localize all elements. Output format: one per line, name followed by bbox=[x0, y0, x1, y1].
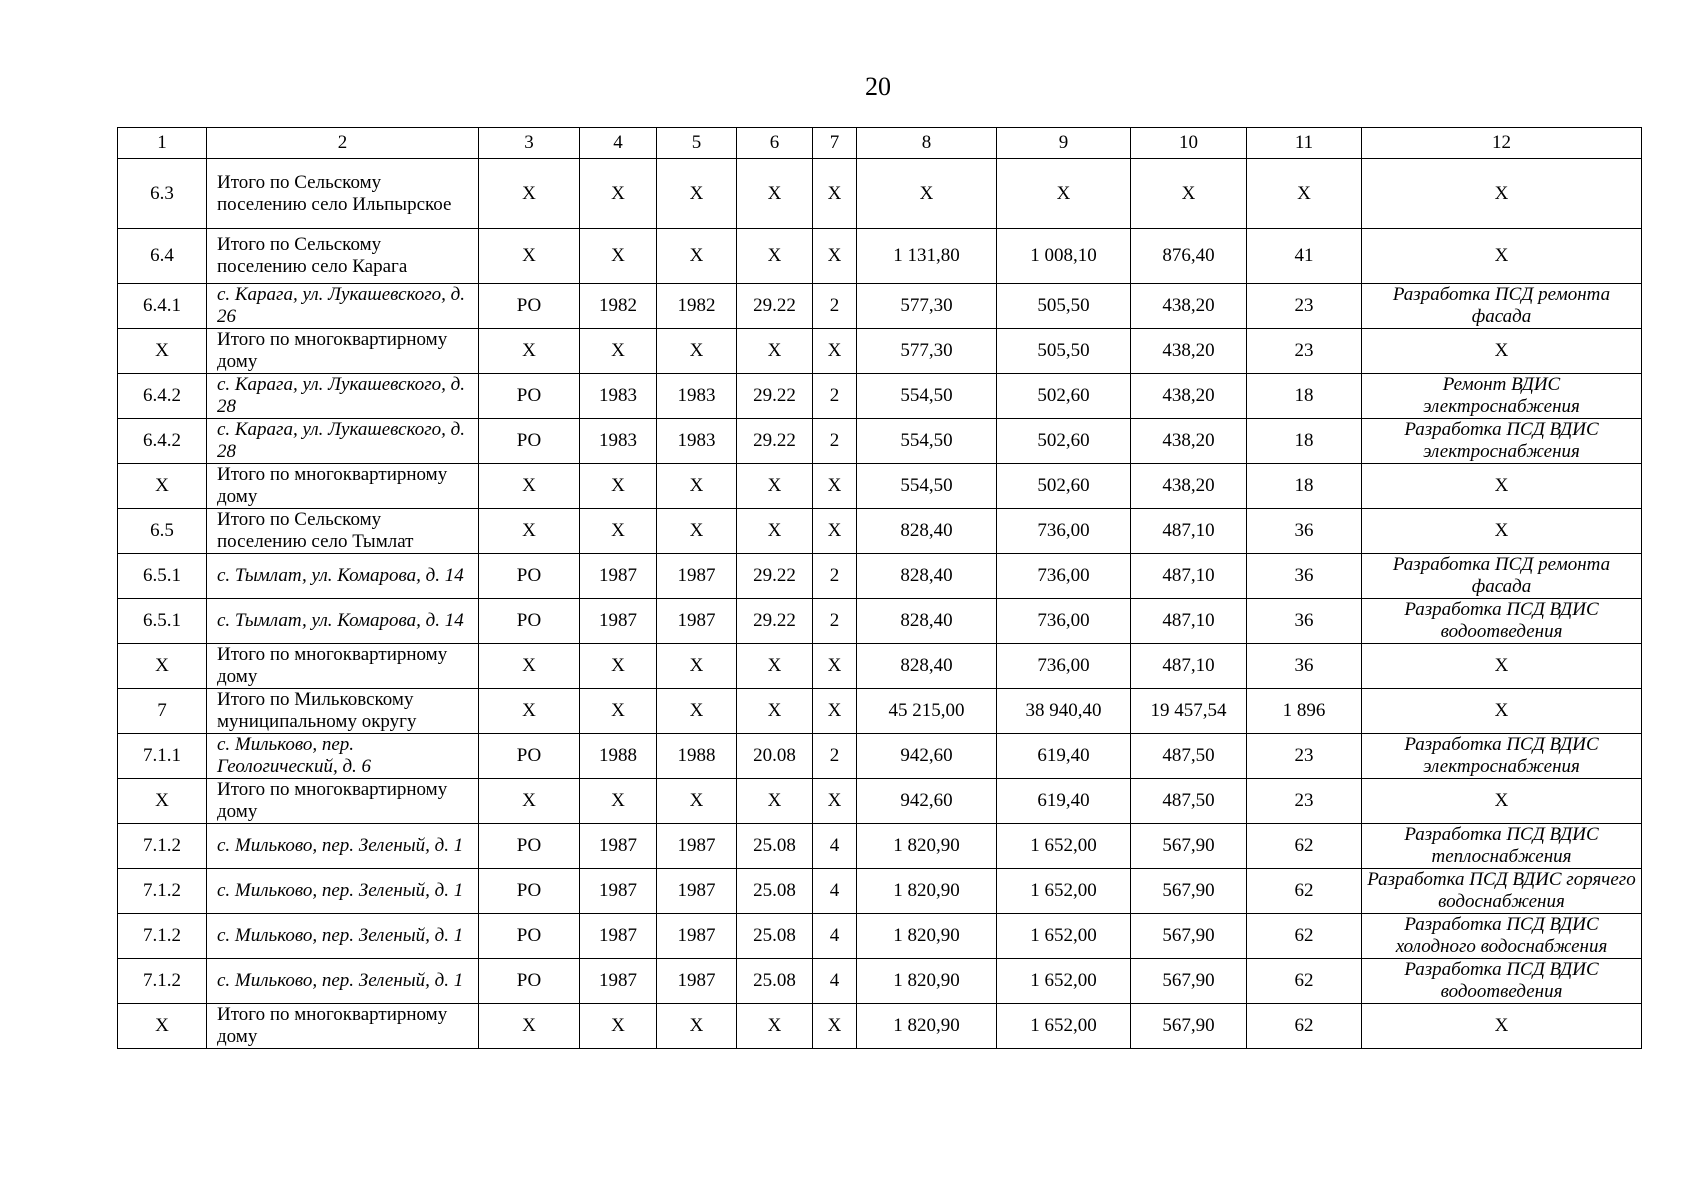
year-built-cell: 1983 bbox=[580, 419, 657, 464]
table-row-subtotal bbox=[118, 509, 1642, 554]
floors-cell: 2 bbox=[813, 599, 857, 644]
floors-cell: Х bbox=[813, 779, 857, 824]
header-cell: 10 bbox=[1131, 128, 1247, 159]
norm-code-cell: Х bbox=[737, 329, 813, 374]
year-commissioned-cell: Х bbox=[657, 779, 737, 824]
row-number-cell: 6.5 bbox=[118, 509, 207, 554]
norm-code-cell: Х bbox=[737, 779, 813, 824]
residents-count-cell: 18 bbox=[1247, 464, 1362, 509]
residents-count-cell: 18 bbox=[1247, 419, 1362, 464]
year-built-cell: 1987 bbox=[580, 959, 657, 1004]
table-row-subtotal bbox=[118, 689, 1642, 734]
header-cell: 2 bbox=[207, 128, 479, 159]
row-number-cell: 6.3 bbox=[118, 159, 207, 229]
floors-cell: Х bbox=[813, 464, 857, 509]
year-built-cell: Х bbox=[580, 779, 657, 824]
total-area-cell: 1 820,90 bbox=[857, 824, 997, 869]
year-commissioned-cell: 1982 bbox=[657, 284, 737, 329]
norm-code-cell: Х bbox=[737, 464, 813, 509]
residential-premises-area-cell: 487,50 bbox=[1131, 779, 1247, 824]
norm-code-cell: 29.22 bbox=[737, 374, 813, 419]
residents-count-cell: 36 bbox=[1247, 599, 1362, 644]
year-commissioned-cell: Х bbox=[657, 229, 737, 284]
header-cell: 4 bbox=[580, 128, 657, 159]
address-or-name-cell: с. Мильково, пер. Зеленый, д. 1 bbox=[207, 959, 479, 1004]
floors-cell: Х bbox=[813, 644, 857, 689]
year-built-cell: 1988 bbox=[580, 734, 657, 779]
table-row-subtotal bbox=[118, 644, 1642, 689]
wall-material-cell: РО bbox=[479, 284, 580, 329]
wall-material-cell: РО bbox=[479, 419, 580, 464]
living-area-cell: 502,60 bbox=[997, 419, 1131, 464]
address-or-name-cell: Итого по Сельскому поселению село Ильпырское bbox=[207, 159, 479, 229]
address-or-name-cell: с. Карага, ул. Лукашевского, д. 28 bbox=[207, 419, 479, 464]
year-built-cell: 1982 bbox=[580, 284, 657, 329]
residents-count-cell: 62 bbox=[1247, 869, 1362, 914]
header-cell: 11 bbox=[1247, 128, 1362, 159]
living-area-cell: 619,40 bbox=[997, 779, 1131, 824]
table-row-subtotal bbox=[118, 159, 1642, 229]
work-type-cell: Разработка ПСД ВДИС электроснабжения bbox=[1362, 419, 1642, 464]
year-commissioned-cell: 1987 bbox=[657, 824, 737, 869]
wall-material-cell: РО bbox=[479, 734, 580, 779]
header-cell: 9 bbox=[997, 128, 1131, 159]
year-commissioned-cell: 1987 bbox=[657, 959, 737, 1004]
table-row bbox=[118, 374, 1642, 419]
floors-cell: Х bbox=[813, 689, 857, 734]
year-built-cell: 1987 bbox=[580, 599, 657, 644]
living-area-cell: 736,00 bbox=[997, 599, 1131, 644]
living-area-cell: 736,00 bbox=[997, 509, 1131, 554]
residents-count-cell: 62 bbox=[1247, 824, 1362, 869]
floors-cell: 4 bbox=[813, 914, 857, 959]
page-number: 20 bbox=[865, 72, 891, 101]
table-row-subtotal bbox=[118, 779, 1642, 824]
living-area-cell: 1 652,00 bbox=[997, 869, 1131, 914]
norm-code-cell: 25.08 bbox=[737, 824, 813, 869]
row-number-cell: Х bbox=[118, 779, 207, 824]
total-area-cell: 554,50 bbox=[857, 419, 997, 464]
residents-count-cell: 23 bbox=[1247, 779, 1362, 824]
residential-premises-area-cell: 487,10 bbox=[1131, 509, 1247, 554]
residential-premises-area-cell: Х bbox=[1131, 159, 1247, 229]
living-area-cell: 1 008,10 bbox=[997, 229, 1131, 284]
living-area-cell: 736,00 bbox=[997, 554, 1131, 599]
table-row bbox=[118, 914, 1642, 959]
residential-premises-area-cell: 438,20 bbox=[1131, 464, 1247, 509]
floors-cell: 2 bbox=[813, 284, 857, 329]
year-commissioned-cell: 1987 bbox=[657, 914, 737, 959]
wall-material-cell: Х bbox=[479, 464, 580, 509]
wall-material-cell: Х bbox=[479, 779, 580, 824]
work-type-cell: Х bbox=[1362, 464, 1642, 509]
residents-count-cell: 1 896 bbox=[1247, 689, 1362, 734]
floors-cell: 2 bbox=[813, 374, 857, 419]
total-area-cell: 828,40 bbox=[857, 644, 997, 689]
work-type-cell: Разработка ПСД ВДИС водоотведения bbox=[1362, 599, 1642, 644]
year-built-cell: Х bbox=[580, 464, 657, 509]
residential-premises-area-cell: 438,20 bbox=[1131, 419, 1247, 464]
year-built-cell: Х bbox=[580, 229, 657, 284]
row-number-cell: 6.5.1 bbox=[118, 554, 207, 599]
residential-premises-area-cell: 438,20 bbox=[1131, 374, 1247, 419]
residents-count-cell: 62 bbox=[1247, 914, 1362, 959]
year-built-cell: Х bbox=[580, 509, 657, 554]
header-cell: 6 bbox=[737, 128, 813, 159]
year-built-cell: 1987 bbox=[580, 824, 657, 869]
year-commissioned-cell: Х bbox=[657, 1004, 737, 1049]
work-type-cell: Разработка ПСД ВДИС холодного водоснабжения bbox=[1362, 914, 1642, 959]
norm-code-cell: 25.08 bbox=[737, 914, 813, 959]
address-or-name-cell: Итого по многоквартирному дому bbox=[207, 779, 479, 824]
residential-premises-area-cell: 438,20 bbox=[1131, 284, 1247, 329]
work-type-cell: Х bbox=[1362, 159, 1642, 229]
floors-cell: 2 bbox=[813, 554, 857, 599]
norm-code-cell: 20.08 bbox=[737, 734, 813, 779]
wall-material-cell: РО bbox=[479, 599, 580, 644]
norm-code-cell: 25.08 bbox=[737, 869, 813, 914]
wall-material-cell: Х bbox=[479, 329, 580, 374]
norm-code-cell: Х bbox=[737, 644, 813, 689]
row-number-cell: 7.1.1 bbox=[118, 734, 207, 779]
table-header-row bbox=[118, 128, 1642, 159]
total-area-cell: 828,40 bbox=[857, 554, 997, 599]
housing-program-table bbox=[117, 127, 1642, 1049]
year-commissioned-cell: 1987 bbox=[657, 599, 737, 644]
year-commissioned-cell: 1983 bbox=[657, 419, 737, 464]
row-number-cell: Х bbox=[118, 1004, 207, 1049]
wall-material-cell: Х bbox=[479, 159, 580, 229]
address-or-name-cell: Итого по многоквартирному дому bbox=[207, 464, 479, 509]
work-type-cell: Х bbox=[1362, 779, 1642, 824]
living-area-cell: 1 652,00 bbox=[997, 824, 1131, 869]
residents-count-cell: 62 bbox=[1247, 1004, 1362, 1049]
residents-count-cell: Х bbox=[1247, 159, 1362, 229]
wall-material-cell: Х bbox=[479, 689, 580, 734]
norm-code-cell: Х bbox=[737, 159, 813, 229]
residents-count-cell: 62 bbox=[1247, 959, 1362, 1004]
year-built-cell: Х bbox=[580, 329, 657, 374]
wall-material-cell: РО bbox=[479, 374, 580, 419]
wall-material-cell: РО bbox=[479, 869, 580, 914]
work-type-cell: Разработка ПСД ВДИС электроснабжения bbox=[1362, 734, 1642, 779]
norm-code-cell: 29.22 bbox=[737, 419, 813, 464]
header-cell: 3 bbox=[479, 128, 580, 159]
residential-premises-area-cell: 567,90 bbox=[1131, 959, 1247, 1004]
total-area-cell: 554,50 bbox=[857, 374, 997, 419]
residential-premises-area-cell: 567,90 bbox=[1131, 869, 1247, 914]
total-area-cell: Х bbox=[857, 159, 997, 229]
work-type-cell: Х bbox=[1362, 1004, 1642, 1049]
total-area-cell: 828,40 bbox=[857, 509, 997, 554]
row-number-cell: 6.4.2 bbox=[118, 374, 207, 419]
total-area-cell: 45 215,00 bbox=[857, 689, 997, 734]
table-row-subtotal bbox=[118, 329, 1642, 374]
table-row-subtotal bbox=[118, 229, 1642, 284]
living-area-cell: 505,50 bbox=[997, 284, 1131, 329]
address-or-name-cell: с. Карага, ул. Лукашевского, д. 26 bbox=[207, 284, 479, 329]
living-area-cell: 619,40 bbox=[997, 734, 1131, 779]
wall-material-cell: РО bbox=[479, 914, 580, 959]
table-row bbox=[118, 554, 1642, 599]
residents-count-cell: 23 bbox=[1247, 734, 1362, 779]
work-type-cell: Разработка ПСД ремонта фасада bbox=[1362, 284, 1642, 329]
norm-code-cell: Х bbox=[737, 689, 813, 734]
norm-code-cell: 29.22 bbox=[737, 599, 813, 644]
residents-count-cell: 18 bbox=[1247, 374, 1362, 419]
row-number-cell: 6.4.2 bbox=[118, 419, 207, 464]
floors-cell: Х bbox=[813, 159, 857, 229]
table-row bbox=[118, 959, 1642, 1004]
table-row bbox=[118, 599, 1642, 644]
norm-code-cell: 29.22 bbox=[737, 554, 813, 599]
residential-premises-area-cell: 567,90 bbox=[1131, 824, 1247, 869]
wall-material-cell: Х bbox=[479, 1004, 580, 1049]
year-built-cell: Х bbox=[580, 689, 657, 734]
wall-material-cell: Х bbox=[479, 229, 580, 284]
work-type-cell: Разработка ПСД ВДИС теплоснабжения bbox=[1362, 824, 1642, 869]
year-commissioned-cell: Х bbox=[657, 464, 737, 509]
year-commissioned-cell: Х bbox=[657, 329, 737, 374]
work-type-cell: Х bbox=[1362, 689, 1642, 734]
total-area-cell: 1 131,80 bbox=[857, 229, 997, 284]
row-number-cell: 6.5.1 bbox=[118, 599, 207, 644]
year-built-cell: Х bbox=[580, 1004, 657, 1049]
address-or-name-cell: Итого по многоквартирному дому bbox=[207, 1004, 479, 1049]
norm-code-cell: 29.22 bbox=[737, 284, 813, 329]
work-type-cell: Х bbox=[1362, 509, 1642, 554]
floors-cell: Х bbox=[813, 1004, 857, 1049]
table-row bbox=[118, 869, 1642, 914]
header-cell: 5 bbox=[657, 128, 737, 159]
header-cell: 12 bbox=[1362, 128, 1642, 159]
year-built-cell: 1983 bbox=[580, 374, 657, 419]
total-area-cell: 1 820,90 bbox=[857, 914, 997, 959]
living-area-cell: 736,00 bbox=[997, 644, 1131, 689]
residents-count-cell: 23 bbox=[1247, 284, 1362, 329]
row-number-cell: 7.1.2 bbox=[118, 824, 207, 869]
address-or-name-cell: с. Мильково, пер. Геологический, д. 6 bbox=[207, 734, 479, 779]
floors-cell: 2 bbox=[813, 734, 857, 779]
living-area-cell: 1 652,00 bbox=[997, 1004, 1131, 1049]
residential-premises-area-cell: 567,90 bbox=[1131, 1004, 1247, 1049]
floors-cell: 2 bbox=[813, 419, 857, 464]
table-row bbox=[118, 734, 1642, 779]
work-type-cell: Х bbox=[1362, 329, 1642, 374]
address-or-name-cell: с. Мильково, пер. Зеленый, д. 1 bbox=[207, 914, 479, 959]
residents-count-cell: 36 bbox=[1247, 644, 1362, 689]
work-type-cell: Разработка ПСД ремонта фасада bbox=[1362, 554, 1642, 599]
residents-count-cell: 41 bbox=[1247, 229, 1362, 284]
row-number-cell: Х bbox=[118, 464, 207, 509]
living-area-cell: 1 652,00 bbox=[997, 959, 1131, 1004]
total-area-cell: 942,60 bbox=[857, 734, 997, 779]
row-number-cell: 7.1.2 bbox=[118, 959, 207, 1004]
residential-premises-area-cell: 876,40 bbox=[1131, 229, 1247, 284]
table-row bbox=[118, 419, 1642, 464]
row-number-cell: 6.4.1 bbox=[118, 284, 207, 329]
living-area-cell: 505,50 bbox=[997, 329, 1131, 374]
address-or-name-cell: Итого по Мильковскому муниципальному округу bbox=[207, 689, 479, 734]
header-cell: 7 bbox=[813, 128, 857, 159]
living-area-cell: 502,60 bbox=[997, 464, 1131, 509]
address-or-name-cell: с. Тымлат, ул. Комарова, д. 14 bbox=[207, 599, 479, 644]
norm-code-cell: Х bbox=[737, 1004, 813, 1049]
address-or-name-cell: с. Тымлат, ул. Комарова, д. 14 bbox=[207, 554, 479, 599]
work-type-cell: Разработка ПСД ВДИС водоотведения bbox=[1362, 959, 1642, 1004]
norm-code-cell: Х bbox=[737, 229, 813, 284]
table-row-subtotal bbox=[118, 1004, 1642, 1049]
total-area-cell: 1 820,90 bbox=[857, 1004, 997, 1049]
work-type-cell: Разработка ПСД ВДИС горячего водоснабжения bbox=[1362, 869, 1642, 914]
work-type-cell: Ремонт ВДИС электроснабжения bbox=[1362, 374, 1642, 419]
floors-cell: 4 bbox=[813, 869, 857, 914]
row-number-cell: Х bbox=[118, 329, 207, 374]
residential-premises-area-cell: 438,20 bbox=[1131, 329, 1247, 374]
floors-cell: Х bbox=[813, 229, 857, 284]
living-area-cell: 38 940,40 bbox=[997, 689, 1131, 734]
residents-count-cell: 36 bbox=[1247, 509, 1362, 554]
residential-premises-area-cell: 19 457,54 bbox=[1131, 689, 1247, 734]
header-cell: 1 bbox=[118, 128, 207, 159]
norm-code-cell: Х bbox=[737, 509, 813, 554]
year-commissioned-cell: 1983 bbox=[657, 374, 737, 419]
living-area-cell: 502,60 bbox=[997, 374, 1131, 419]
year-built-cell: Х bbox=[580, 159, 657, 229]
total-area-cell: 1 820,90 bbox=[857, 959, 997, 1004]
year-commissioned-cell: Х bbox=[657, 644, 737, 689]
table-row bbox=[118, 284, 1642, 329]
work-type-cell: Х bbox=[1362, 644, 1642, 689]
year-built-cell: Х bbox=[580, 644, 657, 689]
address-or-name-cell: с. Мильково, пер. Зеленый, д. 1 bbox=[207, 824, 479, 869]
residents-count-cell: 36 bbox=[1247, 554, 1362, 599]
year-commissioned-cell: Х bbox=[657, 689, 737, 734]
address-or-name-cell: Итого по многоквартирному дому bbox=[207, 329, 479, 374]
row-number-cell: 6.4 bbox=[118, 229, 207, 284]
address-or-name-cell: Итого по Сельскому поселению село Тымлат bbox=[207, 509, 479, 554]
total-area-cell: 828,40 bbox=[857, 599, 997, 644]
residential-premises-area-cell: 567,90 bbox=[1131, 914, 1247, 959]
total-area-cell: 1 820,90 bbox=[857, 869, 997, 914]
row-number-cell: 7 bbox=[118, 689, 207, 734]
address-or-name-cell: Итого по многоквартирному дому bbox=[207, 644, 479, 689]
work-type-cell: Х bbox=[1362, 229, 1642, 284]
wall-material-cell: РО bbox=[479, 554, 580, 599]
wall-material-cell: Х bbox=[479, 509, 580, 554]
header-cell: 8 bbox=[857, 128, 997, 159]
address-or-name-cell: с. Карага, ул. Лукашевского, д. 28 bbox=[207, 374, 479, 419]
address-or-name-cell: с. Мильково, пер. Зеленый, д. 1 bbox=[207, 869, 479, 914]
year-commissioned-cell: Х bbox=[657, 509, 737, 554]
floors-cell: Х bbox=[813, 509, 857, 554]
row-number-cell: Х bbox=[118, 644, 207, 689]
total-area-cell: 554,50 bbox=[857, 464, 997, 509]
residential-premises-area-cell: 487,10 bbox=[1131, 644, 1247, 689]
year-commissioned-cell: 1987 bbox=[657, 869, 737, 914]
residents-count-cell: 23 bbox=[1247, 329, 1362, 374]
year-built-cell: 1987 bbox=[580, 869, 657, 914]
total-area-cell: 942,60 bbox=[857, 779, 997, 824]
year-built-cell: 1987 bbox=[580, 914, 657, 959]
year-commissioned-cell: 1988 bbox=[657, 734, 737, 779]
floors-cell: Х bbox=[813, 329, 857, 374]
row-number-cell: 7.1.2 bbox=[118, 869, 207, 914]
table-row-subtotal bbox=[118, 464, 1642, 509]
residential-premises-area-cell: 487,10 bbox=[1131, 599, 1247, 644]
wall-material-cell: РО bbox=[479, 959, 580, 1004]
floors-cell: 4 bbox=[813, 959, 857, 1004]
total-area-cell: 577,30 bbox=[857, 329, 997, 374]
year-built-cell: 1987 bbox=[580, 554, 657, 599]
residential-premises-area-cell: 487,10 bbox=[1131, 554, 1247, 599]
living-area-cell: 1 652,00 bbox=[997, 914, 1131, 959]
address-or-name-cell: Итого по Сельскому поселению село Карага bbox=[207, 229, 479, 284]
table-row bbox=[118, 824, 1642, 869]
year-commissioned-cell: Х bbox=[657, 159, 737, 229]
row-number-cell: 7.1.2 bbox=[118, 914, 207, 959]
floors-cell: 4 bbox=[813, 824, 857, 869]
residential-premises-area-cell: 487,50 bbox=[1131, 734, 1247, 779]
total-area-cell: 577,30 bbox=[857, 284, 997, 329]
year-commissioned-cell: 1987 bbox=[657, 554, 737, 599]
living-area-cell: Х bbox=[997, 159, 1131, 229]
wall-material-cell: Х bbox=[479, 644, 580, 689]
wall-material-cell: РО bbox=[479, 824, 580, 869]
norm-code-cell: 25.08 bbox=[737, 959, 813, 1004]
